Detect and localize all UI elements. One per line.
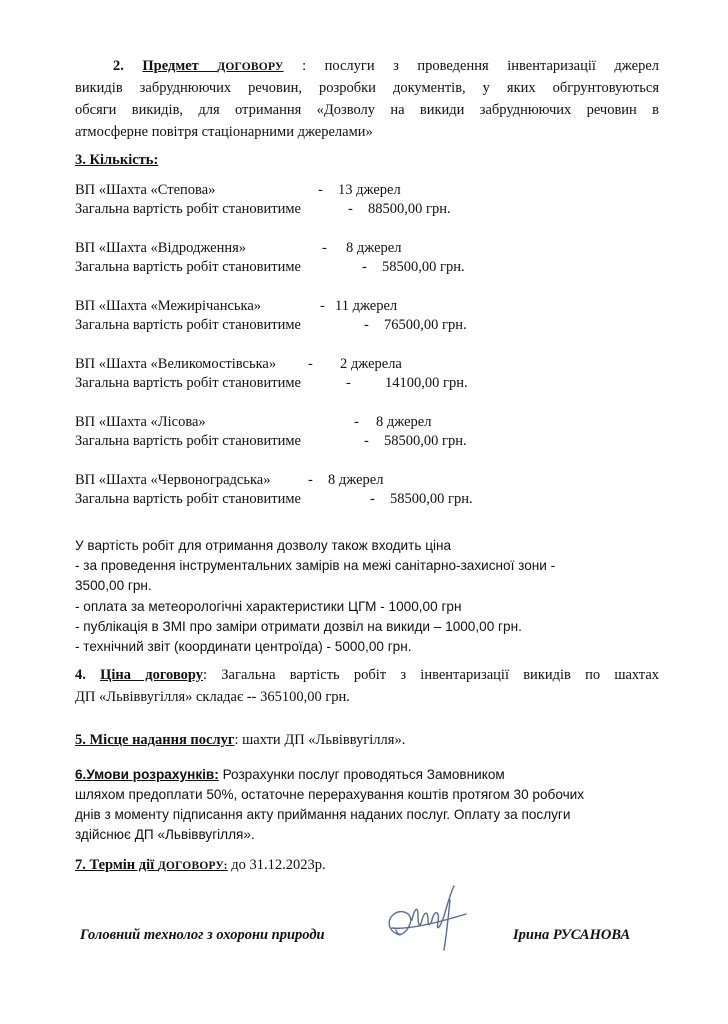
includes-intro: У вартість робіт для отримання дозволу також входить ціна	[75, 538, 452, 553]
terms-line-1	[75, 766, 505, 784]
quantity-heading: 3. Кількість:	[75, 152, 159, 168]
mine-cost: 58500,00 грн.	[390, 491, 473, 507]
mine-cost-dash: -	[370, 491, 375, 507]
mine-cost-label: Загальна вартість робіт становитиме	[75, 491, 301, 507]
mine-cost-label: Загальна вартість робіт становитиме	[75, 433, 301, 449]
mine-dash: -	[308, 472, 313, 488]
subject-line-3: обсяги викидів, для отримання «Дозволу на викиди забруднюючих речовин в	[75, 102, 659, 118]
subject-line-4: атмосферне повітря стаціонарними джерелами»	[75, 124, 373, 140]
mine-cost-dash: -	[346, 375, 351, 391]
mine-cost-dash: -	[362, 259, 367, 275]
terms-line-2: шляхом предоплати 50%, остаточне перерахування коштів протягом 30 робочих	[75, 787, 585, 802]
mine-dash: -	[354, 414, 359, 430]
includes-line-3: - оплата за метеорологічні характеристики ЦГМ - 1000,00 грн	[75, 599, 462, 614]
handwritten-signature	[370, 880, 480, 960]
mine-sources: 2 джерела	[340, 356, 402, 372]
includes-line-2: 3500,00 грн.	[75, 578, 152, 593]
mine-cost: 58500,00 грн.	[384, 433, 467, 449]
price-number: 4.	[75, 667, 86, 683]
subject-line-2: викидів забруднюючих речовин, розробки документів, у яких обгрунтовуються	[75, 80, 659, 96]
mine-sources: 8 джерел	[376, 414, 432, 430]
mine-sources: 11 джерел	[335, 298, 398, 314]
terms-label: 6.Умови розрахунків:	[75, 767, 219, 782]
mine-name: ВП «Шахта «Лісова»	[75, 414, 206, 430]
place-text: : шахти ДП «Львіввугілля».	[234, 732, 406, 748]
price-text-1: : Загальна вартість робіт з інвентаризації викидів по шахтах	[203, 667, 660, 683]
price-line-2: ДП «Львіввугілля» складає -- 365100,00 грн.	[75, 689, 350, 705]
mine-cost-label: Загальна вартість робіт становитиме	[75, 317, 301, 333]
term-label: 7. Термін дії ДОГОВОРУ:	[75, 857, 228, 873]
subject-text-1: : послуги з проведення інвентаризації джерел	[302, 58, 659, 74]
mine-cost-dash: -	[364, 433, 369, 449]
mine-cost: 58500,00 грн.	[382, 259, 465, 275]
mine-dash: -	[322, 240, 327, 256]
subject-label: Предмет ДОГОВОРУ	[142, 58, 284, 74]
mine-name: ВП «Шахта «Межирічанська»	[75, 298, 262, 314]
mine-sources: 8 джерел	[328, 472, 384, 488]
mine-name: ВП «Шахта «Степова»	[75, 182, 216, 198]
subject-line-1	[75, 57, 659, 76]
mine-dash: -	[320, 298, 325, 314]
subject-number: 2.	[113, 58, 124, 74]
mine-cost-label: Загальна вартість робіт становитиме	[75, 259, 301, 275]
mine-name: ВП «Шахта «Великомостівська»	[75, 356, 277, 372]
mine-cost-dash: -	[348, 201, 353, 217]
terms-text-1: Розрахунки послуг проводяться Замовником	[218, 767, 505, 782]
terms-line-3: днів з моменту підписання акту приймання наданих послуг. Оплату за послуги	[75, 807, 571, 822]
signatory-name: Ірина РУСАНОВА	[513, 927, 631, 943]
mine-cost: 14100,00 грн.	[385, 375, 468, 391]
mine-cost: 76500,00 грн.	[384, 317, 467, 333]
terms-line-4: здійснює ДП «Львіввугілля».	[75, 827, 255, 842]
price-line-1	[75, 666, 659, 684]
mine-sources: 8 джерел	[346, 240, 402, 256]
mine-name: ВП «Шахта «Відродження»	[75, 240, 247, 256]
mine-cost-dash: -	[364, 317, 369, 333]
price-label: Ціна договору	[100, 667, 204, 683]
term-text: до 31.12.2023р.	[227, 857, 326, 873]
place-line	[75, 731, 405, 749]
mine-dash: -	[318, 182, 323, 198]
mine-cost-label: Загальна вартість робіт становитиме	[75, 375, 301, 391]
includes-line-4: - публікація в ЗМІ про заміри отримати дозвіл на викиди – 1000,00 грн.	[75, 619, 522, 634]
mine-cost: 88500,00 грн.	[368, 201, 451, 217]
mine-sources: 13 джерел	[338, 182, 401, 198]
includes-line-5: - технічний звіт (координати центроїда) - 5000,00 грн.	[75, 639, 412, 654]
mine-name: ВП «Шахта «Червоноградська»	[75, 472, 271, 488]
includes-line-1: - за проведення інструментальних замірів на межі санітарно-захисної зони -	[75, 558, 556, 573]
place-label: 5. Місце надання послуг	[75, 732, 235, 748]
mine-cost-label: Загальна вартість робіт становитиме	[75, 201, 301, 217]
mine-dash: -	[308, 356, 313, 372]
term-line	[75, 856, 326, 875]
signatory-title: Головний технолог з охорони природи	[80, 927, 325, 943]
